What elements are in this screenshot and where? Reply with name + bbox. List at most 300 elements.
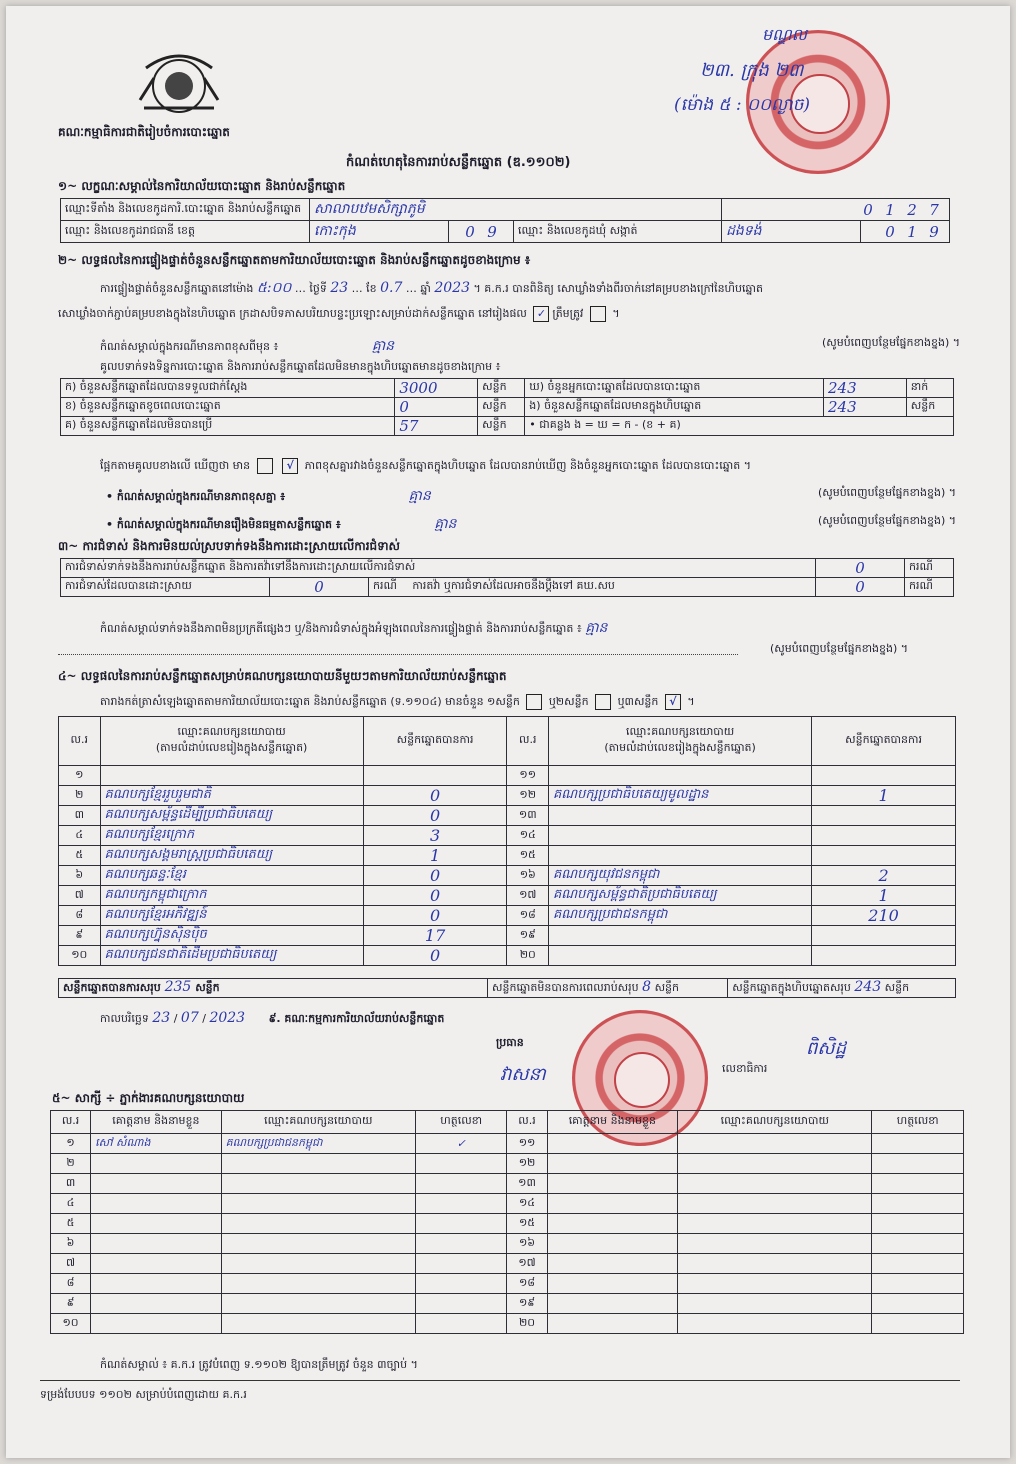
- witness-party: [221, 1194, 415, 1214]
- row-number: ៣: [59, 806, 101, 826]
- party-votes: 210: [812, 906, 956, 926]
- witness-name: [91, 1254, 222, 1274]
- row-number: ២: [51, 1154, 91, 1174]
- day-value: 23: [330, 280, 349, 296]
- section5-heading: ៥~ សាក្សី ÷ ភ្នាក់ងារគណបក្សនយោបាយ: [52, 1091, 245, 1105]
- seal-check-line: សោឃ្លាំងចាក់ភ្ជាប់គម្របខាងក្នុងនៃហិបឆ្នោត ក្រដាសបិទភាសបរិយាបន្ទះប្រឡោះសម្រាប់ដាក់សន្លឹកឆ្នោត នៅរៀងផល ✓ ត្រឹមត្រូវ ។: [58, 307, 620, 320]
- witness-signature: [415, 1174, 507, 1194]
- witness-signature: [872, 1314, 964, 1334]
- party-name: គណបក្សខ្មែររួបរួមជាតិ: [100, 786, 363, 806]
- party-votes: [812, 846, 956, 866]
- irregularity-note-value: គ្មាន: [585, 620, 608, 636]
- party-votes: 0: [363, 946, 507, 966]
- witness-row: [51, 1194, 964, 1214]
- col-party-title-right: ឈ្មោះគណបក្សនយោបាយ: [625, 725, 735, 738]
- witness-name: [547, 1314, 678, 1334]
- objection-row2-mid: [369, 578, 816, 597]
- count-label-c: គ) ចំនួនសន្លឹកឆ្នោតដែលមិនបានប្រើ: [61, 417, 395, 436]
- province-label: ឈ្មោះ និងលេខកូដរាជធានី ខេត្ត: [61, 221, 310, 243]
- row-number: ២: [59, 786, 101, 806]
- col-no-header: ល.រ: [59, 717, 101, 766]
- w-col-no-right: ល.រ: [507, 1111, 547, 1134]
- party-name: គណបក្សខ្មែរក្រោក: [100, 826, 363, 846]
- total-valid-label: សន្លឹកឆ្នោតបានការសរុប: [63, 981, 161, 994]
- witness-party: [221, 1214, 415, 1234]
- witness-name: [91, 1294, 222, 1314]
- witness-party: [221, 1234, 415, 1254]
- witness-row: [51, 1234, 964, 1254]
- witness-signature: [415, 1274, 507, 1294]
- witness-signature: ✓: [415, 1134, 507, 1154]
- witness-name: [547, 1294, 678, 1314]
- corner-note-3: (ម៉ោង ៥ : ០០ល្ងាច): [674, 95, 811, 115]
- difference-note-label: កំណត់សម្គាល់ក្នុងករណីមានភាពខុសពីមុន ៖: [100, 340, 279, 353]
- party-name: [549, 846, 812, 866]
- witness-signature: [415, 1234, 507, 1254]
- row-number: ៩: [51, 1294, 91, 1314]
- party-name: [549, 806, 812, 826]
- difference-note-line: [100, 336, 960, 357]
- party-name: គណបក្សហ្វ៊ុនស៊ិនប៉ិច: [100, 926, 363, 946]
- objection-row2-unit: ករណី: [373, 579, 397, 592]
- intact-checkbox[interactable]: ✓: [533, 306, 549, 322]
- two-sheet-checkbox[interactable]: [595, 694, 611, 710]
- missing-line: [106, 514, 956, 535]
- province-value: កោះកុង: [310, 221, 449, 243]
- row-number: ២០: [507, 946, 549, 966]
- row-number: ១៩: [507, 926, 549, 946]
- objection-table: [60, 558, 954, 597]
- party-votes: 3: [363, 826, 507, 846]
- witness-row: [51, 1214, 964, 1234]
- form-note: ទម្រង់បែបបទ ១១០២ សម្រាប់បំពេញដោយ គ.ក.រ: [40, 1388, 247, 1401]
- witness-name: [91, 1174, 222, 1194]
- row-number: ១០: [59, 946, 101, 966]
- objection-row2-label: ការជំទាស់ដែលបានដោះស្រាយ: [61, 578, 270, 597]
- witness-name: [547, 1274, 678, 1294]
- w-col-name-right: គោត្តនាម និងនាមខ្លួន: [547, 1111, 678, 1134]
- witness-party: [221, 1174, 415, 1194]
- total-valid-unit: សន្លឹក: [195, 981, 220, 994]
- difference-note-value: គ្មាន: [371, 338, 395, 354]
- broken-checkbox[interactable]: [590, 306, 606, 322]
- witness-signature: [415, 1214, 507, 1234]
- party-result-row: [59, 926, 956, 946]
- difference-note-hint: (សូមបំពេញបន្ថែមផ្នែកខាងខ្នង) ។: [821, 336, 960, 349]
- diff-line: [106, 486, 956, 507]
- party-result-row: [59, 866, 956, 886]
- party-result-row: [59, 766, 956, 786]
- row-number: ១៥: [507, 1214, 547, 1234]
- diff-hint: (សូមបំពេញបន្ថែមផ្នែកខាងខ្នង) ។: [817, 486, 956, 499]
- party-votes: [812, 926, 956, 946]
- section1-heading: ១~ លក្ខណៈសម្គាល់នៃការិយាល័យបោះឆ្នោត និងរាប់សន្លឹកឆ្នោត: [58, 179, 346, 193]
- party-result-row: [59, 786, 956, 806]
- party-votes: 17: [363, 926, 507, 946]
- witness-party: [221, 1294, 415, 1314]
- commune-value: ដងទង់: [722, 221, 861, 243]
- party-name: គណបក្សប្រជាជនកម្ពុជា: [549, 906, 812, 926]
- party-results-table: [58, 716, 956, 966]
- row-number: ១៨: [507, 1274, 547, 1294]
- witness-name: [91, 1194, 222, 1214]
- seal-check-text: សោឃ្លាំងចាក់ភ្ជាប់គម្របខាងក្នុងនៃហិបឆ្នោត ក្រដាសបិទភាសបរិយាបន្ទះប្រឡោះសម្រាប់ដាក់សន្លឹកឆ្នោត នៅរៀងផល: [58, 307, 527, 320]
- witness-table: [50, 1110, 964, 1334]
- party-name: គណបក្សជនជាតិដើមប្រជាធិបតេយ្យ: [100, 946, 363, 966]
- witness-signature: [872, 1174, 964, 1194]
- witness-party: [678, 1314, 872, 1334]
- witness-row: [51, 1294, 964, 1314]
- witness-row: [51, 1154, 964, 1174]
- witness-name: [547, 1134, 678, 1154]
- row-number: ១៥: [507, 846, 549, 866]
- witness-name: [547, 1234, 678, 1254]
- row-number: ៤: [59, 826, 101, 846]
- witness-party: [221, 1274, 415, 1294]
- missing-value: គ្មាន: [434, 516, 457, 532]
- date-day: 23: [152, 1010, 171, 1026]
- diff-label: • កំណត់សម្គាល់ក្នុងករណីមានភាពខុសគ្នា ៖: [106, 490, 286, 503]
- row-number: ៦: [59, 866, 101, 886]
- irregularity-dotted-line: [58, 654, 738, 655]
- year-label: ឆ្នាំ: [420, 282, 431, 295]
- section1-table: [60, 198, 950, 243]
- total-valid-cell: [59, 979, 488, 998]
- witness-signature: [872, 1154, 964, 1174]
- one-sheet-checkbox[interactable]: [526, 694, 542, 710]
- chair-label: ប្រធាន: [496, 1036, 524, 1049]
- count-label-b: ខ) ចំនួនសន្លឹកឆ្នោតខូចពេលបោះឆ្នោត: [61, 398, 395, 417]
- row-number: ១: [59, 766, 101, 786]
- objection-row2-value2: 0: [816, 578, 905, 597]
- party-votes: 0: [363, 886, 507, 906]
- w-col-sign: ហត្ថលេខា: [415, 1111, 507, 1134]
- witness-signature: [872, 1194, 964, 1214]
- col-party-sub: (តាមលំដាប់លេខរៀងក្នុងសន្លឹកឆ្នោត): [155, 741, 308, 754]
- commune-code-digit: 0: [885, 222, 895, 241]
- national-emblem-icon: [136, 48, 222, 120]
- three-sheet-label: ឬ៣សន្លឹក: [617, 695, 659, 708]
- party-name: [549, 946, 812, 966]
- check-time-value: ៥:០០: [256, 280, 292, 296]
- party-name: [549, 926, 812, 946]
- party-votes: [812, 806, 956, 826]
- w-col-name: គោត្តនាម និងនាមខ្លួន: [91, 1111, 222, 1134]
- month-label: ខែ: [366, 282, 377, 295]
- count-table-intro: គូលបទាក់ទងទិន្នការបោះឆ្នោត និងការរាប់សន្លឹកឆ្នោតដែលមិនមានក្នុងហិបឆ្នោតមានដូចខាងក្រោម ៖: [100, 360, 501, 373]
- count-value-c: 57: [395, 417, 478, 436]
- party-name: [549, 826, 812, 846]
- witness-name: [91, 1214, 222, 1234]
- party-result-row: [59, 806, 956, 826]
- row-number: ៩: [59, 926, 101, 946]
- witness-party: [678, 1274, 872, 1294]
- count-value-d: 243: [824, 379, 907, 398]
- objection-row2-unit2: ករណី: [905, 578, 954, 597]
- witness-signature: [415, 1194, 507, 1214]
- witness-name: [91, 1154, 222, 1174]
- party-votes: [363, 766, 507, 786]
- witness-party: គណបក្សប្រជាជនកម្ពុជា: [221, 1134, 415, 1154]
- witness-signature: [872, 1234, 964, 1254]
- count-value-b: 0: [395, 398, 478, 417]
- total-box-unit: សន្លឹក: [884, 981, 910, 994]
- witness-row: [51, 1134, 964, 1154]
- party-name: គណបក្សសម្ព័ន្ធដើម្បីប្រជាធិបតេយ្យ: [100, 806, 363, 826]
- ballot-counts-table: [60, 378, 954, 436]
- row-number: ៥: [59, 846, 101, 866]
- col-party-header-right: [549, 717, 812, 766]
- row-number: ១១: [507, 766, 549, 786]
- row-number: ១៧: [507, 886, 549, 906]
- date-year: 2023: [209, 1010, 246, 1026]
- witness-party: [678, 1294, 872, 1314]
- party-name: គណបក្សយុវជនកម្ពុជា: [549, 866, 812, 886]
- objection-row1-label: ការជំទាស់ទាក់ទងនឹងការរាប់សន្លឹកឆ្នោត និងការតវ៉ាទៅនឹងការដោះស្រាយលើការជំទាស់: [61, 559, 816, 578]
- witness-name: [91, 1274, 222, 1294]
- row-number: ៧: [59, 886, 101, 906]
- party-result-row: [59, 826, 956, 846]
- row-number: ២០: [507, 1314, 547, 1334]
- party-votes: 1: [812, 786, 956, 806]
- province-code-digit: 9: [487, 222, 497, 241]
- missing-label: • កំណត់សម្គាល់ក្នុងករណីមានរឿងមិនធម្មតាសន្លឹកឆ្នោត ៖: [106, 518, 341, 531]
- corner-note-2: ២៣. ក្រុង ២៣: [700, 60, 804, 81]
- footer-rule: [40, 1380, 960, 1381]
- party-name: គណបក្សឆន្ទៈខ្មែរ: [100, 866, 363, 886]
- site-code-digit: 1: [885, 200, 895, 219]
- count-formula: • ជាគន្លង ង = ឃ = ក - (ខ + គ): [525, 417, 954, 436]
- witness-signature: [415, 1154, 507, 1174]
- objection-row2-label2: ការតវ៉ា ឬការជំទាស់ដែលអាចនឹងប្ដឹងទៅ គឃ.សប: [412, 579, 615, 592]
- compare-option1-checkbox[interactable]: [257, 458, 273, 474]
- tally-sheet-line: តារាងកត់ត្រាសំឡេងឆ្នោតតាមការិយាល័យបោះឆ្នោត និងរាប់សន្លឹកឆ្នោត (ទ.១១០៤) មានចំនួន ១សន្លឹក ឬ២សន្លឹក ឬ៣សន្លឹក √ ។: [100, 695, 695, 708]
- row-number: ១៣: [507, 1174, 547, 1194]
- signers-heading: ៩. គណៈកម្មការការិយាល័យរាប់សន្លឹកឆ្នោត: [268, 1012, 445, 1025]
- objection-row2-value: 0: [270, 578, 369, 597]
- row-number: ៤: [51, 1194, 91, 1214]
- section4-heading: ៤~ លទ្ធផលនៃការរាប់សន្លឹកឆ្នោតសម្រាប់គណបក្សនយោបាយនីមួយៗតាមការិយាល័យរាប់សន្លឹកឆ្នោត: [58, 669, 507, 683]
- party-votes: [812, 766, 956, 786]
- total-invalid-unit: សន្លឹក: [654, 981, 680, 994]
- site-code-digit: 2: [907, 200, 917, 219]
- year-value: 2023: [434, 280, 471, 296]
- col-party-title: ឈ្មោះគណបក្សនយោបាយ: [177, 725, 286, 738]
- tally-sheet-text: តារាងកត់ត្រាសំឡេងឆ្នោតតាមការិយាល័យបោះឆ្នោត និងរាប់សន្លឹកឆ្នោត (ទ.១១០៤) មានចំនួន ១សន្លឹក: [100, 695, 520, 708]
- witness-signature: [415, 1294, 507, 1314]
- row-number: ១: [51, 1134, 91, 1154]
- row-number: ១៣: [507, 806, 549, 826]
- row-number: ១២: [507, 1154, 547, 1174]
- count-label-a: ក) ចំនួនសន្លឹកឆ្នោតដែលបានទទួលជាក់ស្ដែង: [61, 379, 395, 398]
- witness-party: [221, 1254, 415, 1274]
- row-number: ១៤: [507, 826, 549, 846]
- party-votes: 0: [363, 786, 507, 806]
- three-sheet-checkbox[interactable]: √: [665, 694, 681, 710]
- date-month: 07: [180, 1010, 199, 1026]
- witness-signature: [415, 1254, 507, 1274]
- witness-signature: [872, 1294, 964, 1314]
- committee-name: គណៈកម្មាធិការជាតិរៀបចំការបោះឆ្នោត: [58, 125, 230, 139]
- irregularity-note-label: កំណត់សម្គាល់ទាក់ទងនឹងភាពមិនប្រក្រតីផ្សេងៗ ឬ/និងការជំទាស់ក្នុងអំឡុងពេលនៃការផ្ទៀងផ្ទាត់ និងការរាប់សន្លឹកឆ្នោត ៖: [100, 622, 582, 635]
- compare-rest: ភាពខុសគ្នារវាងចំនួនសន្លឹកឆ្នោតក្នុងហិបឆ្នោត ដែលបានរាប់ឃើញ និងចំនួនអ្នកបោះឆ្នោត ដែលបានបោះឆ្នោត ។: [304, 459, 751, 472]
- witness-party: [678, 1254, 872, 1274]
- irregularity-note-line: [100, 618, 607, 639]
- col-party-header: [100, 717, 363, 766]
- count-value-e: 243: [824, 398, 907, 417]
- witness-name: [91, 1314, 222, 1334]
- row-number: ១៨: [507, 906, 549, 926]
- party-name: គណបក្សប្រជាធិបតេយ្យមូលដ្ឋាន: [549, 786, 812, 806]
- site-name-label: ឈ្មោះទីតាំង និងលេខកូដការិ.បោះឆ្នោត និងរាប់សន្លឹកឆ្នោត: [61, 199, 310, 221]
- site-code-digit: 7: [929, 200, 939, 219]
- party-votes: 1: [363, 846, 507, 866]
- witness-row: [51, 1314, 964, 1334]
- party-votes: 2: [812, 866, 956, 886]
- witness-name: សៅ សំណាង: [91, 1134, 222, 1154]
- witness-signature: [872, 1214, 964, 1234]
- row-number: ៦: [51, 1234, 91, 1254]
- witness-party: [678, 1214, 872, 1234]
- col-votes-header: សន្លឹកឆ្នោតបានការ: [363, 717, 507, 766]
- count-unit-d: នាក់: [906, 379, 953, 398]
- totals-table: [58, 978, 956, 998]
- check-line-rest: ។ គ.ក.រ បានពិនិត្យ សោឃ្លាំងទាំងពីរចាក់នៅគម្របខាងក្រៅនៃហិបឆ្នោត: [473, 282, 763, 295]
- party-result-row: [59, 906, 956, 926]
- witness-name: [547, 1154, 678, 1174]
- total-invalid-label: សន្លឹកឆ្នោតមិនបានការពេលរាប់សរុប: [492, 981, 639, 994]
- ballot-count-form-sheet: [6, 6, 1010, 1458]
- party-name: គណបក្សសម្ព័ន្ធជាតិប្រជាធិបតេយ្យ: [549, 886, 812, 906]
- check-time-line: ការផ្ទៀងផ្ទាត់ចំនួនសន្លឹកឆ្នោតនៅម៉ោង ៥:០០ … ថ្ងៃទី 23 … ខែ 0.7 … ឆ្នាំ 2023 ។ គ.ក.រ បានពិនិត្យ សោឃ្លាំងទាំងពីរចាក់នៅគម្របខាងក្រៅនៃហិបឆ្នោត: [100, 280, 763, 296]
- count-unit-b: សន្លឹក: [478, 398, 525, 417]
- form-title: កំណត់ហេតុនៃការរាប់សន្លឹកឆ្នោត (ឌ.១១០២): [346, 155, 571, 170]
- total-box-value: 243: [854, 979, 882, 995]
- section3-heading: ៣~ ការជំទាស់ និងការមិនយល់ស្របទាក់ទងនឹងការដោះស្រាយលើការជំទាស់: [58, 539, 400, 553]
- row-number: ៨: [51, 1274, 91, 1294]
- witness-party: [221, 1154, 415, 1174]
- witness-party: [678, 1154, 872, 1174]
- w-col-sign-right: ហត្ថលេខា: [872, 1111, 964, 1134]
- party-result-row: [59, 946, 956, 966]
- witness-name: [547, 1254, 678, 1274]
- party-result-row: [59, 886, 956, 906]
- commune-code-digit: 9: [929, 222, 939, 241]
- party-name: [100, 766, 363, 786]
- secretary-signature: ពិសិដ្ឋ: [806, 1038, 846, 1059]
- row-number: ១១: [507, 1134, 547, 1154]
- witness-name: [91, 1234, 222, 1254]
- party-name: គណបក្សខ្មែរអភិវឌ្ឍន៍: [100, 906, 363, 926]
- intact-label: ត្រឹមត្រូវ: [552, 307, 584, 320]
- section2-heading: ២~ លទ្ធផលនៃការផ្ទៀងផ្ទាត់ចំនួនសន្លឹកឆ្នោតតាមការិយាល័យបោះឆ្នោត និងរាប់សន្លឹកឆ្នោតដូចខាងក្រោម ៖: [58, 253, 531, 267]
- witness-name: [547, 1214, 678, 1234]
- compare-text: ផ្អែកតាមគូលបខាងលើ ឃើញថា មាន: [100, 459, 251, 472]
- row-number: ៣: [51, 1174, 91, 1194]
- row-number: ១៩: [507, 1294, 547, 1314]
- row-number: ១០: [51, 1314, 91, 1334]
- col-votes-header-right: សន្លឹកឆ្នោតបានការ: [812, 717, 956, 766]
- commune-code-digit: 1: [907, 222, 917, 241]
- diff-value: គ្មាន: [408, 488, 431, 504]
- witness-party: [678, 1134, 872, 1154]
- party-votes: [812, 946, 956, 966]
- party-name: [549, 766, 812, 786]
- site-name-value: សាលាបឋមសិក្សាភូមិ: [310, 199, 722, 221]
- row-number: ១៦: [507, 866, 549, 886]
- total-box-label: សន្លឹកឆ្នោតក្នុងហិបឆ្នោតសរុប: [732, 981, 851, 994]
- party-votes: [812, 826, 956, 846]
- day-label: ថ្ងៃទី: [309, 282, 327, 295]
- w-col-party-right: ឈ្មោះគណបក្សនយោបាយ: [678, 1111, 872, 1134]
- row-number: ៨: [59, 906, 101, 926]
- row-number: ១២: [507, 786, 549, 806]
- witness-party: [678, 1174, 872, 1194]
- col-party-sub-right: (តាមលំដាប់លេខរៀងក្នុងសន្លឹកឆ្នោត): [604, 741, 756, 754]
- row-number: ៥: [51, 1214, 91, 1234]
- total-invalid-value: 8: [642, 979, 652, 995]
- witness-row: [51, 1274, 964, 1294]
- party-result-row: [59, 846, 956, 866]
- secretary-label: លេខាធិការ: [722, 1062, 768, 1075]
- witness-party: [221, 1314, 415, 1334]
- commune-label: ឈ្មោះ និងលេខកូដឃុំ សង្កាត់: [514, 221, 722, 243]
- count-unit-c: សន្លឹក: [478, 417, 525, 436]
- count-unit-e: សន្លឹក: [906, 398, 953, 417]
- witness-signature: [872, 1134, 964, 1154]
- row-number: ១៧: [507, 1254, 547, 1274]
- witness-name: [547, 1194, 678, 1214]
- corner-note-1: មណ្ឌល: [762, 25, 807, 44]
- party-votes: 1: [812, 886, 956, 906]
- irregularity-note-hint: (សូមបំពេញបន្ថែមផ្នែកខាងខ្នង) ។: [770, 642, 909, 655]
- col-no-header-right: ល.រ: [507, 717, 549, 766]
- count-value-a: 3000: [395, 379, 478, 398]
- two-sheet-label: ឬ២សន្លឹក: [548, 695, 589, 708]
- witness-party: [678, 1234, 872, 1254]
- site-code-digit: 0: [863, 200, 873, 219]
- party-votes: 0: [363, 866, 507, 886]
- witness-name: [547, 1174, 678, 1194]
- missing-hint: (សូមបំពេញបន្ថែមផ្នែកខាងខ្នង) ។: [817, 514, 956, 527]
- witness-party: [678, 1194, 872, 1214]
- w-col-party: ឈ្មោះគណបក្សនយោបាយ: [221, 1111, 415, 1134]
- footnote: កំណត់សម្គាល់ ៖ គ.ក.រ ត្រូវបំពេញ ទ.១១០២ ឱ្យបានត្រឹមត្រូវ ចំនួន ៣ច្បាប់ ។: [100, 1358, 418, 1371]
- objection-row1-unit: ករណី: [905, 559, 954, 578]
- total-box-cell: [728, 979, 956, 998]
- witness-row: [51, 1254, 964, 1274]
- count-unit-a: សន្លឹក: [478, 379, 525, 398]
- row-number: ៧: [51, 1254, 91, 1274]
- compare-line: [100, 458, 751, 475]
- party-name: គណបក្សកម្ពុជាក្រោក: [100, 886, 363, 906]
- party-votes: 0: [363, 806, 507, 826]
- row-number: ១៤: [507, 1194, 547, 1214]
- party-votes: 0: [363, 906, 507, 926]
- date-line: កាលបរិច្ឆេទ 23 / 07 / 2023 ៩. គណៈកម្មការការិយាល័យរាប់សន្លឹកឆ្នោត: [100, 1010, 445, 1026]
- check-time-label: ការផ្ទៀងផ្ទាត់ចំនួនសន្លឹកឆ្នោតនៅម៉ោង: [100, 282, 254, 295]
- date-label: កាលបរិច្ឆេទ: [100, 1012, 149, 1025]
- witness-signature: [415, 1314, 507, 1334]
- compare-option2-checkbox[interactable]: √: [282, 458, 298, 474]
- party-name: គណបក្សសង្គមរាស្ត្រប្រជាធិបតេយ្យ: [100, 846, 363, 866]
- count-label-d: ឃ) ចំនួនអ្នកបោះឆ្នោតដែលបានបោះឆ្នោត: [525, 379, 824, 398]
- count-label-e: ង) ចំនួនសន្លឹកឆ្នោតដែលមានក្នុងហិបឆ្នោត: [525, 398, 824, 417]
- total-valid-value: 235: [164, 979, 192, 995]
- row-number: ១៦: [507, 1234, 547, 1254]
- w-col-no: ល.រ: [51, 1111, 91, 1134]
- witness-signature: [872, 1254, 964, 1274]
